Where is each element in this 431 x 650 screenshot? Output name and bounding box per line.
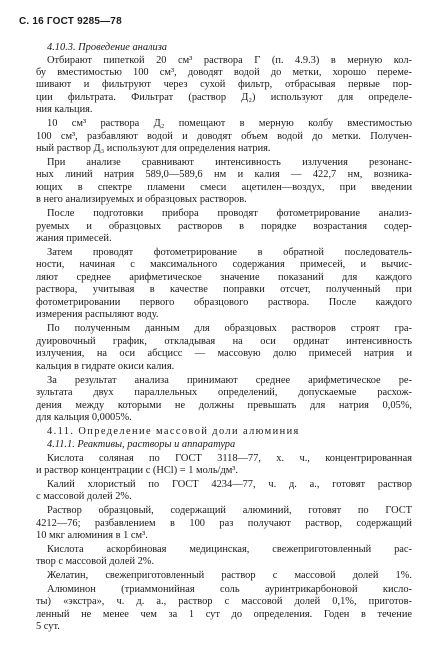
text-line: Желатин, свежеприготовленный раствор с массовой долей 1%. (47, 570, 412, 581)
text-line: с массовой долей 2%. (36, 491, 132, 502)
text-line: ющих в спектре пламени смеси ацетилен—воздух, при введении (36, 182, 412, 193)
text-line: зультата двух параллельных определений, допускаемые расхож- (36, 387, 412, 398)
text-line: ленный не менее чем за 1 сут до определения. Годен в течение (36, 609, 412, 620)
text-line: 4212—76; разбавлением в 100 раз получают раствор, содержащий (36, 518, 412, 529)
text-line: ный раствор Д₃ используют для определения натрия. (36, 143, 271, 154)
text-line: твор с массовой долей 2%. (36, 556, 155, 567)
text-line: ты) «экстра», ч. д. а., раствор с массовой долей 0,1%, приготов- (36, 596, 412, 607)
text-line: дуировочный график, откладывая на оси ординат интенсивность (36, 336, 412, 347)
text-line: 5 сут. (36, 621, 60, 632)
text-line: бу вместимостью 100 см³, доводят водой до метки, хорошо переме- (36, 67, 412, 78)
text-line: дения между которыми не должны превышать для натрия 0,05%, (36, 400, 412, 411)
text-line: ния кальция. (36, 104, 93, 115)
section-heading-4-11: 4.11. Определение массовой доли алюминия (47, 426, 300, 437)
text-line: ции фильтрата. Фильтрат (раствор Д₂) используют для определе- (36, 92, 412, 103)
text-line: шивают и фильтруют через сухой фильтр, отбрасывая первые пор- (36, 79, 412, 90)
text-line: При анализе сравнивают интенсивность излучения резонанс- (47, 157, 412, 168)
text-line: Раствор образцовый, содержащий алюминий, готовят по ГОСТ (47, 505, 412, 516)
text-line: Кислота аскорбиновая медицинская, свежеприготовленный рас- (47, 544, 412, 555)
page-header (19, 16, 122, 27)
text-line: руемых и образцовых растворов в порядке возрастания содер- (36, 221, 412, 232)
text-line: измерения распыляют воду. (36, 309, 159, 320)
text-line: кальция в гидрате окиси калия. (36, 361, 175, 372)
text-line: 10 см³ раствора Д₂ помещают в мерную колбу вместимостью (47, 118, 412, 129)
text-line: Алюминон (триаммонийная соль ауринтрикарбоновой кисло- (47, 584, 412, 595)
text-line: ных линий натрия 589,0—589,6 нм и калия — 422,7 нм, возника- (36, 169, 412, 180)
text-line: После подготовки прибора проводят фотометрирование анализ- (47, 208, 412, 219)
text-line: Отбирают пипеткой 20 см³ раствора Г (п. 4.9.3) в мерную кол- (47, 55, 412, 66)
text-line: раствора, учитывая в качестве поправки отсчет, полученный при (36, 284, 412, 295)
text-line: ляют среднее арифметическое значение показаний для каждого (36, 272, 412, 283)
text-line: излучения, на оси абсцисс — массовую долю примесей натрия и (36, 348, 412, 359)
section-heading-4-10-3: 4.10.3. Проведение анализа (47, 42, 168, 53)
text-line: 10 мкг алюминия в 1 см³. (36, 530, 148, 541)
text-line: фотометрировании первого образцового раствора. После каждого (36, 297, 412, 308)
page-number: С. 16 (19, 16, 44, 27)
text-line: Затем проводят фотометрирование в обратной последователь- (47, 247, 412, 258)
text-line: ности, начиная с максимального содержания примесей, и вычис- (36, 259, 412, 270)
text-line: в него анализируемых и образцовых растворов. (36, 194, 247, 205)
section-heading-4-11-1: 4.11.1. Реактивы, растворы и аппаратура (47, 439, 236, 450)
text-line: жания примесей. (36, 233, 112, 244)
standard-number: ГОСТ 9285—78 (46, 16, 122, 27)
text-line: 100 см³, разбавляют водой и доводят объем водой до метки. Получен- (36, 131, 412, 142)
text-line: и раствор концентрации с (HCl) = 1 моль/дм³. (36, 465, 239, 476)
text-line: Калий хлористый по ГОСТ 4234—77, ч. д. а., готовят раствор (47, 479, 412, 490)
text-line: За результат анализа принимают среднее арифметическое ре- (47, 375, 412, 386)
text-line: Кислота соляная по ГОСТ 3118—77, х. ч., концентрированная (47, 453, 412, 464)
text-line: для кальция 0,0005%. (36, 412, 132, 423)
text-line: По полученным данным для образцовых растворов строят гра- (47, 323, 412, 334)
